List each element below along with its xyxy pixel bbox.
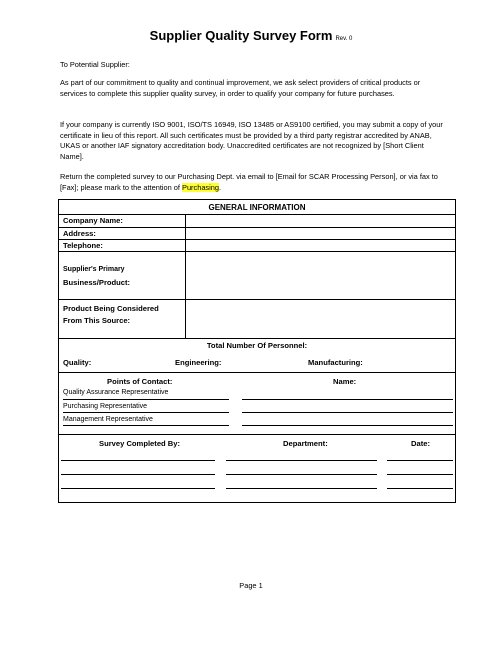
divider bbox=[63, 399, 229, 400]
return-instructions: Return the completed survey to our Purchasing Dept. via email to [Email for SCAR Processing Person], or via fax to [Fax]; please mark to the attention of bbox=[60, 172, 438, 192]
completed-by-field[interactable] bbox=[61, 488, 215, 489]
contact-role-label: Quality Assurance Representative bbox=[63, 389, 169, 396]
contact-name-field[interactable] bbox=[242, 399, 453, 400]
divider bbox=[59, 338, 455, 339]
telephone-label: Telephone: bbox=[63, 241, 103, 250]
department-label: Department: bbox=[283, 439, 328, 448]
product-considered-field[interactable] bbox=[186, 299, 456, 338]
company-name-field[interactable] bbox=[186, 214, 456, 227]
date-field[interactable] bbox=[387, 488, 453, 489]
department-field[interactable] bbox=[226, 474, 377, 475]
primary-business-label-line1: Supplier's Primary bbox=[63, 266, 125, 273]
engineering-label: Engineering: bbox=[175, 358, 222, 367]
intro-paragraph-3 bbox=[60, 172, 445, 193]
survey-completed-by-label: Survey Completed By: bbox=[99, 439, 181, 448]
purchasing-highlight: Purchasing bbox=[182, 182, 219, 192]
divider bbox=[63, 412, 229, 413]
page-number: Page 1 bbox=[239, 581, 263, 590]
department-field[interactable] bbox=[226, 488, 377, 489]
department-field[interactable] bbox=[226, 460, 377, 461]
company-name-label: Company Name: bbox=[63, 216, 123, 225]
completed-by-field[interactable] bbox=[61, 474, 215, 475]
section-title: GENERAL INFORMATION bbox=[208, 203, 306, 212]
telephone-field[interactable] bbox=[186, 239, 456, 251]
primary-business-field[interactable] bbox=[186, 251, 456, 299]
period: . bbox=[219, 182, 222, 192]
completed-by-field[interactable] bbox=[61, 460, 215, 461]
product-considered-label-line2: From This Source: bbox=[63, 316, 131, 325]
product-considered-label-line1: Product Being Considered bbox=[63, 304, 159, 313]
divider bbox=[59, 372, 455, 373]
total-personnel-label: Total Number Of Personnel: bbox=[206, 341, 308, 350]
quality-label: Quality: bbox=[63, 358, 92, 367]
general-information-form bbox=[58, 199, 456, 503]
revision-label: Rev. 0 bbox=[335, 36, 353, 42]
points-of-contact-label: Points of Contact: bbox=[107, 377, 173, 386]
divider bbox=[59, 434, 455, 435]
form-title: Supplier Quality Survey Form bbox=[149, 28, 333, 43]
date-label: Date: bbox=[411, 439, 430, 448]
name-label: Name: bbox=[333, 377, 357, 386]
manufacturing-label: Manufacturing: bbox=[308, 358, 363, 367]
contact-name-field[interactable] bbox=[242, 412, 453, 413]
intro-paragraph-2: If your company is currently ISO 9001, ISO/TS 16949, ISO 13485 or AS9100 certified, you may submit a copy of your certificate in lieu of this report. All such certificates must be provided by a third party registrar accredited by ANAB, UKAS or another IAF signatory accreditation body. Unaccredited certificates are not recognized by [Short Client Name]. bbox=[60, 120, 443, 161]
contact-name-field[interactable] bbox=[242, 425, 453, 426]
contact-role-label: Management Representative bbox=[63, 416, 153, 423]
address-label: Address: bbox=[63, 229, 96, 238]
address-field[interactable] bbox=[186, 227, 456, 239]
date-field[interactable] bbox=[387, 460, 453, 461]
contact-role-label: Purchasing Representative bbox=[63, 403, 148, 410]
salutation: To Potential Supplier: bbox=[60, 60, 130, 69]
page-title bbox=[0, 28, 502, 43]
primary-business-label-line2: Business/Product: bbox=[63, 278, 131, 287]
divider bbox=[63, 425, 229, 426]
date-field[interactable] bbox=[387, 474, 453, 475]
intro-paragraph-1: As part of our commitment to quality and continual improvement, we ask select providers of critical products or services to complete this supplier quality survey, in order to qualify your company for future purchases. bbox=[60, 78, 421, 98]
